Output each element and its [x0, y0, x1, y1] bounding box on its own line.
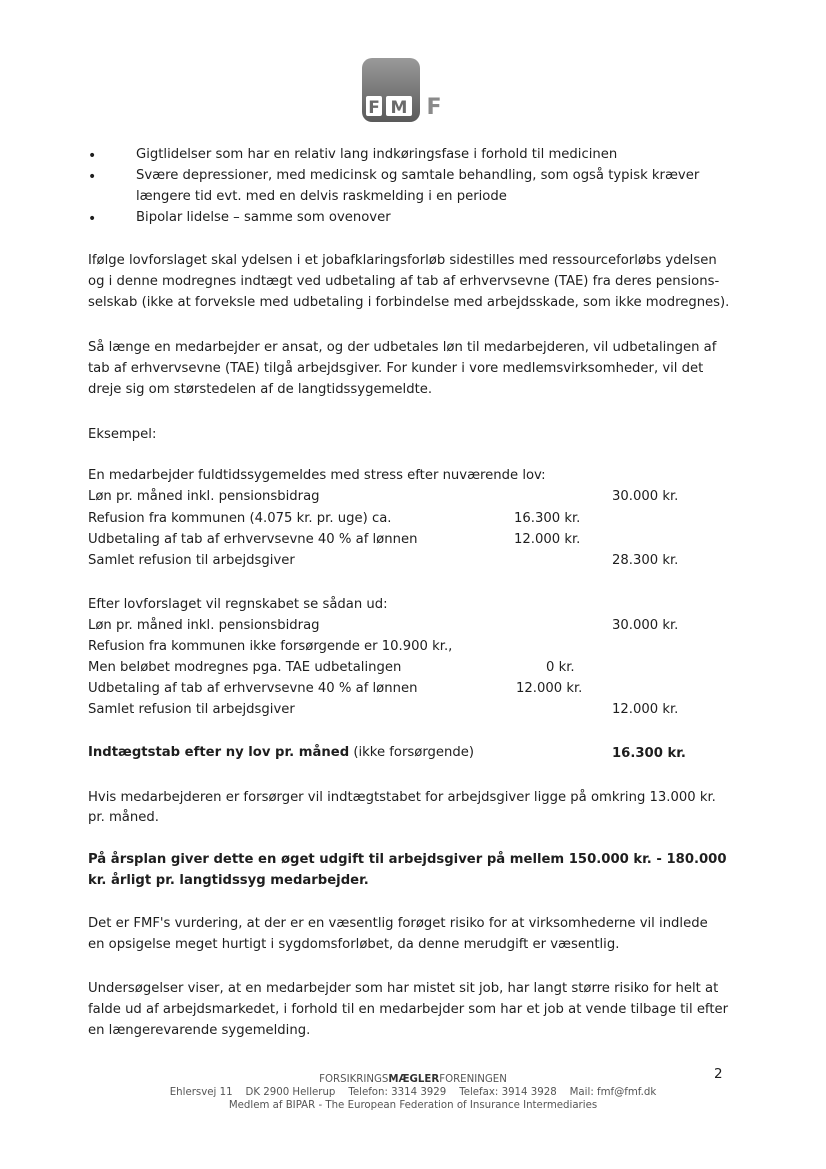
logo-letter-f1: F	[368, 98, 380, 118]
text-line: Ifølge lovforslaget skal ydelsen i et jobafklaringsforløb sidestilles med ressourceforløbs ydelsen	[88, 253, 717, 268]
row-amount-sub: 12.000 kr.	[514, 532, 581, 547]
bullet-text-continued: længere tid evt. med en delvis raskmelding i en periode	[136, 189, 507, 204]
row-amount-sub: 12.000 kr.	[516, 681, 583, 696]
bullet-text: Svære depressioner, med medicinsk og samtale behandling, som også typisk kræver	[136, 168, 700, 183]
row-amount-total: 28.300 kr.	[612, 553, 679, 568]
fmf-logo	[358, 56, 458, 126]
income-loss-bold: Indtægtstab efter ny lov pr. måned	[88, 745, 350, 760]
row-amount-total: 30.000 kr.	[612, 618, 679, 633]
example-intro: En medarbejder fuldtidssygemeldes med stress efter nuværende lov:	[88, 468, 546, 483]
text-line: selskab (ikke at forveksle med udbetaling i forbindelse med arbejdsskade, som ikke modregnes).	[88, 295, 730, 310]
page-number: 2	[714, 1066, 723, 1082]
example-intro: Efter lovforslaget vil regnskabet se sådan ud:	[88, 597, 388, 612]
income-loss-note: (ikke forsørgende)	[349, 745, 474, 760]
text-line: Undersøgelser viser, at en medarbejder som har mistet sit job, har langt større risiko for helt at	[88, 981, 719, 996]
bullet-text: Bipolar lidelse – samme som ovenover	[136, 210, 391, 225]
text-line-bold: kr. årligt pr. langtidssyg medarbejder.	[88, 873, 369, 888]
text-line: pr. måned.	[88, 810, 159, 825]
row-amount-sub: 0 kr.	[546, 660, 575, 675]
text-line: en opsigelse meget hurtigt i sygdomsforløbet, da denne merudgift er væsentlig.	[88, 937, 620, 952]
example-heading: Eksempel:	[88, 427, 157, 442]
row-label: Løn pr. måned inkl. pensionsbidrag	[88, 489, 320, 504]
row-label: Samlet refusion til arbejdsgiver	[88, 553, 295, 568]
text-line-bold: På årsplan giver dette en øget udgift til arbejdsgiver på mellem 150.000 kr. - 180.000	[88, 852, 727, 867]
text-line: tab af erhvervsevne (TAE) tilgå arbejdsgiver. For kunder i vore medlemsvirksomheder, vil det	[88, 361, 704, 376]
row-label: Udbetaling af tab af erhvervsevne 40 % af lønnen	[88, 681, 418, 696]
footer-org-bold: MÆGLER	[388, 1074, 440, 1085]
income-loss-amount: 16.300 kr.	[612, 746, 686, 761]
text-line: en længerevarende sygemelding.	[88, 1023, 311, 1038]
footer-address: Ehlersvej 11 DK 2900 Hellerup Telefon: 3314 3929 Telefax: 3914 3928 Mail: fmf@fmf.dk	[169, 1087, 657, 1098]
text-line: dreje sig om størstedelen af de langtidssygemeldte.	[88, 382, 433, 397]
logo-letter-m: M	[390, 98, 408, 118]
footer-org-post: FORENINGEN	[439, 1074, 507, 1085]
income-loss-text	[88, 745, 474, 760]
logo-letter-f2: F	[426, 95, 442, 120]
row-label: Men beløbet modregnes pga. TAE udbetalingen	[88, 660, 402, 675]
bullet-icon: •	[88, 169, 97, 185]
text-line: falde ud af arbejdsmarkedet, i forhold til en medarbejder som har et job at vende tilbage til efter	[88, 1002, 729, 1017]
row-label: Løn pr. måned inkl. pensionsbidrag	[88, 618, 320, 633]
bullet-text: Gigtlidelser som har en relativ lang indkøringsfase i forhold til medicinen	[136, 147, 618, 162]
footer-org	[0, 1074, 826, 1085]
bullet-icon: •	[88, 211, 97, 227]
row-label: Udbetaling af tab af erhvervsevne 40 % af lønnen	[88, 532, 418, 547]
row-amount-sub: 16.300 kr.	[514, 511, 581, 526]
footer-member: Medlem af BIPAR - The European Federation of Insurance Intermediaries	[228, 1100, 598, 1111]
row-amount-total: 12.000 kr.	[612, 702, 679, 717]
text-line: Det er FMF's vurdering, at der er en væsentlig forøget risiko for at virksomhederne vil indlede	[88, 916, 708, 931]
text-line: Hvis medarbejderen er forsørger vil indtægtstabet for arbejdsgiver ligge på omkring 13.000 kr.	[88, 790, 716, 805]
bullet-icon: •	[88, 148, 97, 164]
row-amount-total: 30.000 kr.	[612, 489, 679, 504]
text-line: og i denne modregnes indtægt ved udbetaling af tab af erhvervsevne (TAE) fra deres pensions-	[88, 274, 720, 289]
row-label: Samlet refusion til arbejdsgiver	[88, 702, 295, 717]
text-line: Så længe en medarbejder er ansat, og der udbetales løn til medarbejderen, vil udbetalingen af	[88, 340, 717, 355]
row-label: Refusion fra kommunen ikke forsørgende er 10.900 kr.,	[88, 639, 453, 654]
row-label: Refusion fra kommunen (4.075 kr. pr. uge) ca.	[88, 511, 392, 526]
footer-org-pre: FORSIKRINGS	[319, 1074, 389, 1085]
